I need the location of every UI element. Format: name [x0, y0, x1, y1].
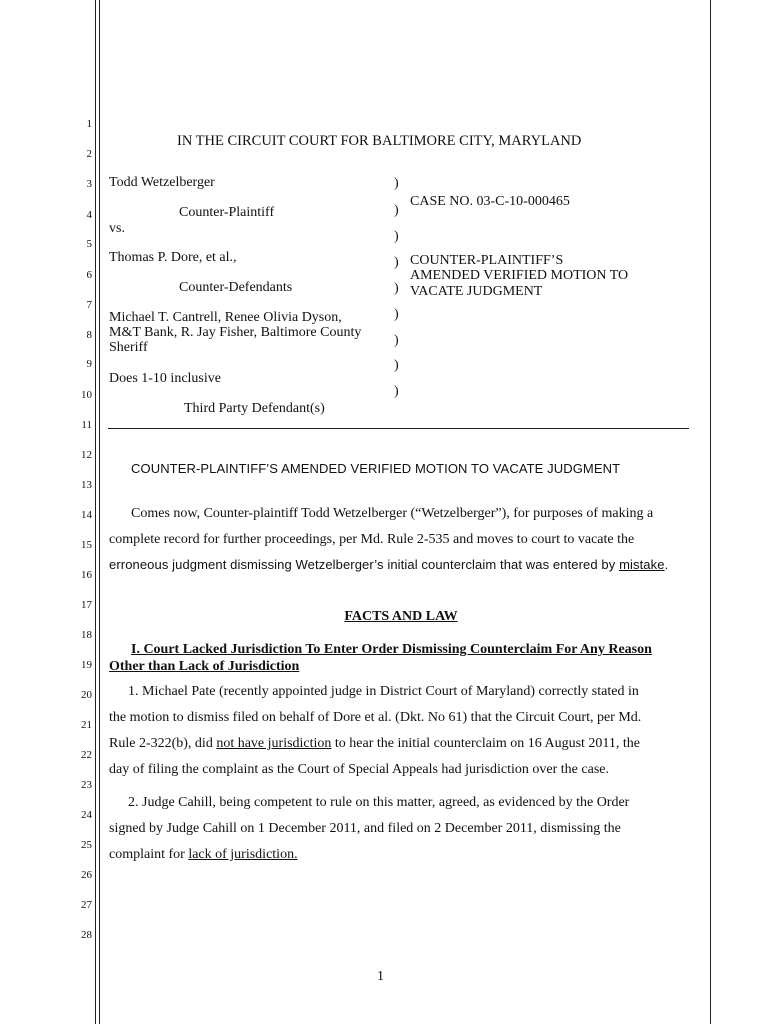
document-title: COUNTER-PLAINTIFF’S AMENDED VERIFIED MOTION TO VACATE JUDGMENT — [131, 461, 621, 476]
caption-divider — [108, 428, 689, 429]
third-party-line1: Michael T. Cantrell, Renee Olivia Dyson, — [109, 310, 342, 325]
caption-title-line2: AMENDED VERIFIED MOTION TO — [410, 268, 629, 283]
line-number: 27 — [81, 899, 92, 911]
line-number: 15 — [81, 539, 92, 551]
mistake-underlined: mistake — [619, 557, 665, 572]
line-number: 25 — [81, 839, 92, 851]
para2-line2: signed by Judge Cahill on 1 December 2011, and filed on 2 December 2011, dismissing the — [109, 821, 621, 836]
line-number: 16 — [81, 569, 92, 581]
line-number: 12 — [81, 449, 92, 461]
counter-plaintiff-role: Counter-Plaintiff — [179, 205, 275, 220]
line-number: 19 — [81, 659, 92, 671]
caption-paren: ) — [394, 358, 399, 373]
case-number: CASE NO. 03-C-10-000465 — [410, 194, 570, 209]
versus: vs. — [109, 221, 125, 236]
line-number: 5 — [86, 238, 92, 250]
caption-paren: ) — [394, 281, 399, 296]
right-margin-rule — [710, 0, 711, 1024]
line-number: 4 — [86, 209, 92, 221]
line-number: 22 — [81, 749, 92, 761]
para2-line3: complaint for lack of jurisdiction. — [109, 847, 298, 862]
line-number: 3 — [86, 178, 92, 190]
line-number: 26 — [81, 869, 92, 881]
lack-of-jurisdiction-underlined: lack of jurisdiction. — [188, 847, 298, 862]
para2-line1: 2. Judge Cahill, being competent to rule on this matter, agreed, as evidenced by the Order — [128, 795, 630, 810]
line-number: 14 — [81, 509, 92, 521]
counter-defendant-role: Counter-Defendants — [179, 280, 293, 295]
caption-paren: ) — [394, 255, 399, 270]
third-party-line3: Sheriff — [109, 340, 148, 355]
caption-paren: ) — [394, 307, 399, 322]
caption-paren: ) — [394, 203, 399, 218]
caption-title-line1: COUNTER-PLAINTIFF’S — [410, 253, 564, 268]
caption-paren: ) — [394, 333, 399, 348]
does-line: Does 1-10 inclusive — [109, 371, 221, 386]
line-number: 11 — [81, 419, 92, 431]
para1-line3: Rule 2-322(b), did not have jurisdiction to hear the initial counterclaim on 16 August 2011, the — [109, 736, 641, 751]
counter-plaintiff-name: Todd Wetzelberger — [109, 175, 215, 190]
intro-line3: erroneous judgment dismissing Wetzelberger’s initial counterclaim that was entered by mistake. — [109, 557, 669, 572]
para1-line2: the motion to dismiss filed on behalf of Dore et al. (Dkt. No 61) that the Circuit Court, per Md. — [109, 710, 642, 725]
line-number: 7 — [86, 299, 92, 311]
line-number: 8 — [86, 329, 92, 341]
not-have-jurisdiction-underlined: not have jurisdiction — [216, 736, 332, 751]
section-heading: FACTS AND LAW — [344, 609, 458, 624]
caption-paren: ) — [394, 229, 399, 244]
caption-title-line3: VACATE JUDGMENT — [410, 284, 543, 299]
line-number: 1 — [86, 118, 92, 130]
line-number: 24 — [81, 809, 92, 821]
line-number: 2 — [86, 148, 92, 160]
line-number: 10 — [81, 389, 92, 401]
line-number: 9 — [86, 358, 92, 370]
line-number: 28 — [81, 929, 92, 941]
counter-defendant-name: Thomas P. Dore, et al., — [109, 250, 237, 265]
intro-line1: Comes now, Counter-plaintiff Todd Wetzelberger (“Wetzelberger”), for purposes of making a — [131, 506, 654, 521]
para1-line1: 1. Michael Pate (recently appointed judge in District Court of Maryland) correctly stated in — [128, 684, 639, 699]
caption-paren: ) — [394, 176, 399, 191]
intro-line2: complete record for further proceedings, per Md. Rule 2-535 and moves to court to vacate the — [109, 532, 635, 547]
page-number: 1 — [377, 969, 384, 984]
line-number: 23 — [81, 779, 92, 791]
third-party-role: Third Party Defendant(s) — [184, 401, 325, 416]
line-number: 18 — [81, 629, 92, 641]
line-number: 17 — [81, 599, 92, 611]
left-margin-rule-outer — [95, 0, 96, 1024]
court-heading: IN THE CIRCUIT COURT FOR BALTIMORE CITY, MARYLAND — [177, 133, 582, 149]
line-number: 13 — [81, 479, 92, 491]
caption-paren: ) — [394, 384, 399, 399]
line-number: 21 — [81, 719, 92, 731]
line-number: 20 — [81, 689, 92, 701]
heading1-line1: I. Court Lacked Jurisdiction To Enter Order Dismissing Counterclaim For Any Reason — [131, 642, 652, 657]
heading1-line2: Other than Lack of Jurisdiction — [109, 659, 300, 674]
left-margin-rule-inner — [99, 0, 100, 1024]
line-number: 6 — [86, 269, 92, 281]
third-party-line2: M&T Bank, R. Jay Fisher, Baltimore County — [109, 325, 362, 340]
para1-line4: day of filing the complaint as the Court of Special Appeals had jurisdiction over the case. — [109, 762, 609, 777]
